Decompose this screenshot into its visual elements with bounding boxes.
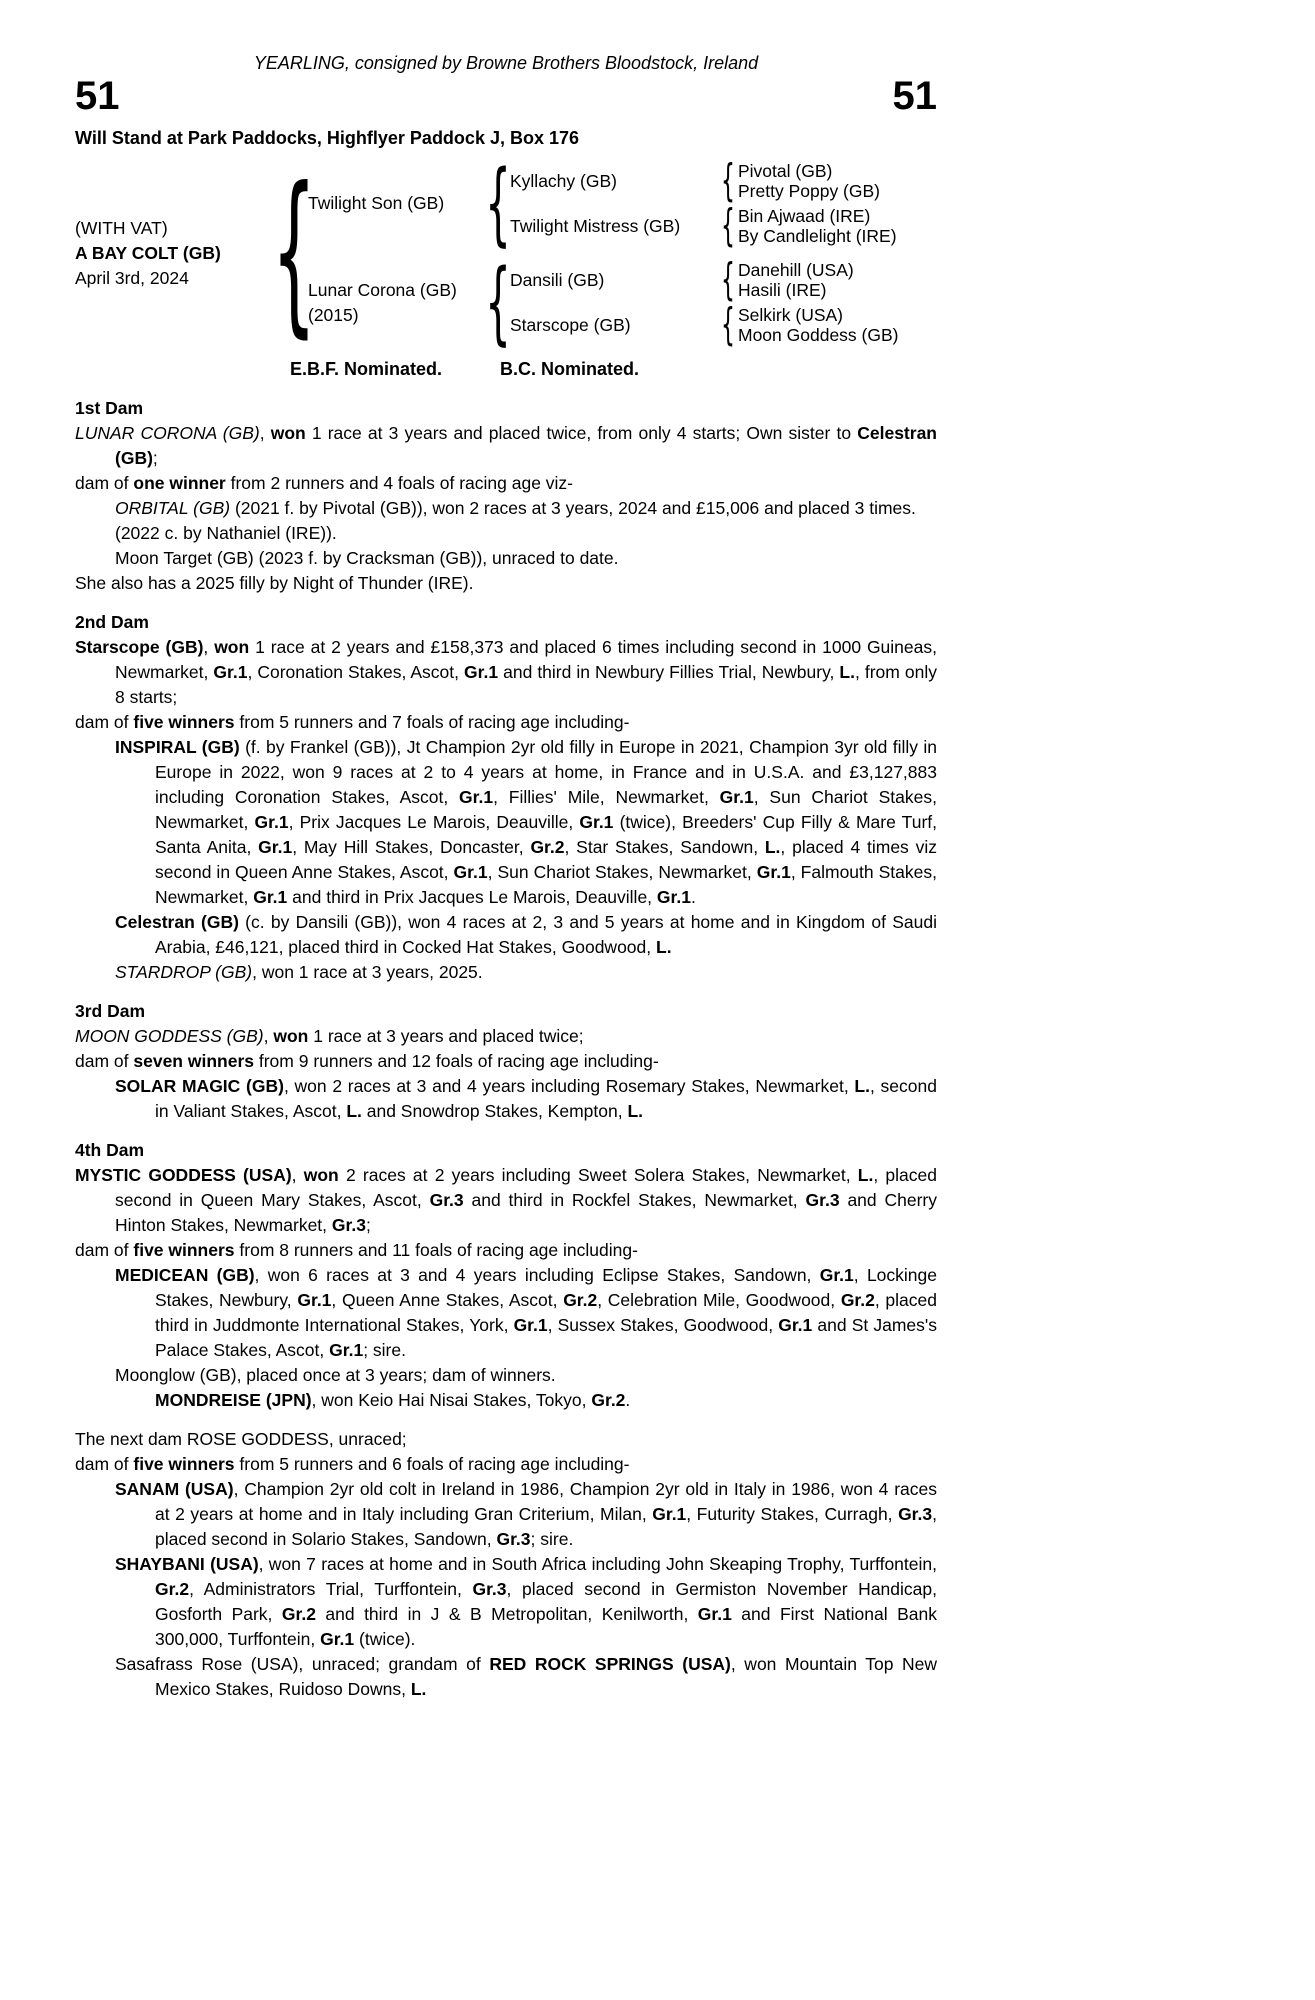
text-run: , (203, 637, 215, 657)
text-run: L. (346, 1101, 362, 1121)
vat-note: (WITH VAT) (75, 217, 168, 238)
pedigree-text-section (75, 396, 937, 596)
dam-ancestors-column (510, 254, 899, 351)
dam-dam-parents (738, 305, 898, 345)
text-run: L. (410, 1679, 427, 1699)
dam-sire-parents (738, 260, 854, 300)
text-run: dam of (75, 473, 134, 493)
brace-dam-dam-icon: { (721, 299, 735, 351)
body-paragraph (75, 710, 937, 735)
pedigree-table (75, 151, 937, 355)
dam-year: (2015) (308, 304, 359, 325)
stand-location-line: Will Stand at Park Paddocks, Highflyer Paddock J, Box 176 (75, 128, 579, 148)
text-run: L. (627, 1101, 644, 1121)
dam-block (308, 250, 899, 355)
text-run: Gr.1 (258, 837, 293, 857)
body-paragraph (75, 1049, 937, 1074)
text-run: from 2 runners and 4 foals of racing age viz- (225, 473, 574, 493)
text-run: , won 1 race at 3 years, 2025. (252, 962, 483, 982)
body-paragraph (115, 1363, 937, 1388)
sire-sire-block (510, 155, 897, 207)
text-run: , Queen Anne Stakes, Ascot, (331, 1290, 564, 1310)
sire-block (308, 151, 898, 256)
text-run: Gr.1 (652, 1504, 687, 1524)
text-run: Gr.2 (563, 1290, 598, 1310)
text-run: , placed second in Solario Stakes, Sandown, (155, 1504, 937, 1549)
text-run: and third in J & B Metropolitan, Kenilworth, (315, 1604, 698, 1624)
body-paragraph (115, 1652, 937, 1702)
sire-dam-block (510, 200, 897, 252)
dam-name-cell (308, 278, 486, 328)
brace-sire-sire-icon: { (721, 155, 735, 207)
text-run: L. (656, 937, 672, 957)
text-run: and Cherry Hinton Stakes, Newmarket, (115, 1190, 937, 1235)
text-run: won (273, 1026, 309, 1046)
text-run: five winners (133, 712, 235, 732)
text-run: Gr.1 (453, 862, 488, 882)
text-run: , won 7 races at home and in South Africa including John Skeaping Trophy, Turffontein, (258, 1554, 937, 1574)
text-run: Gr.1 (459, 787, 494, 807)
body-paragraph (75, 1163, 937, 1238)
body-paragraph (75, 1427, 937, 1452)
text-run: , Futurity Stakes, Curragh, (686, 1504, 899, 1524)
text-run: , (263, 1026, 274, 1046)
ebf-nomination: E.B.F. Nominated. (290, 359, 443, 379)
text-run: five winners (133, 1454, 235, 1474)
text-run: MYSTIC GODDESS (USA) (75, 1165, 292, 1185)
dam-heading: 4th Dam (75, 1140, 145, 1160)
text-run: , won Mountain Top New Mexico Stakes, Ruidoso Downs, (155, 1654, 937, 1699)
text-run: and third in Prix Jacques Le Marois, Deauville, (287, 887, 657, 907)
sire-ancestors-column (510, 155, 897, 252)
text-run: Celestran (GB) (115, 423, 937, 468)
text-run: Gr.1 (320, 1629, 355, 1649)
text-run: SOLAR MAGIC (GB) (115, 1076, 284, 1096)
text-run: , (259, 423, 271, 443)
sire-name: Twilight Son (GB) (308, 193, 445, 213)
text-run: seven winners (133, 1051, 254, 1071)
bc-nomination: B.C. Nominated. (500, 359, 640, 379)
text-run: MOON GODDESS (GB) (75, 1026, 264, 1046)
text-run: , Falmouth Stakes, Newmarket, (155, 862, 937, 907)
text-run: , from only 8 starts; (115, 662, 937, 707)
body-paragraph (155, 1388, 937, 1413)
dam-dam-sire-name: Selkirk (USA) (738, 305, 844, 325)
text-run: L. (854, 1076, 870, 1096)
body-paragraph (115, 1074, 937, 1124)
text-run: , Prix Jacques Le Marois, Deauville, (288, 812, 580, 832)
body-paragraph (115, 735, 937, 910)
body-paragraph (75, 1238, 937, 1263)
body-paragraph (115, 521, 937, 546)
text-run: 1 race at 3 years and placed twice; (308, 1026, 584, 1046)
sire-sire-parents (738, 161, 880, 201)
lot-number-row (75, 74, 937, 118)
text-run: Gr.1 (253, 887, 288, 907)
text-run: SANAM (USA) (115, 1479, 234, 1499)
text-run: and Snowdrop Stakes, Kempton, (361, 1101, 628, 1121)
text-run: Sasafrass Rose (USA), unraced; grandam of (115, 1654, 490, 1674)
text-run: MONDREISE (JPN) (155, 1390, 312, 1410)
text-run: , Sun Chariot Stakes, Newmarket, (487, 862, 757, 882)
text-run: STARDROP (GB) (115, 962, 253, 982)
consignor-line: YEARLING, consigned by Browne Brothers Bloodstock, Ireland (253, 53, 759, 73)
body-paragraph (115, 910, 937, 960)
text-run: She also has a 2025 filly by Night of Thunder (IRE). (75, 573, 474, 593)
text-run: Gr.2 (281, 1604, 316, 1624)
text-run: L. (764, 837, 781, 857)
text-run: (2021 f. by Pivotal (GB)), won 2 races at 3 years, 2024 and £15,006 and placed 3 times. (230, 498, 916, 518)
text-run: Gr.2 (591, 1390, 626, 1410)
text-run: Gr.1 (719, 787, 754, 807)
text-run: (c. by Dansili (GB)), won 4 races at 2, 3 and 5 years at home and in Kingdom of Saudi Arabia, £46,121, placed third in Cocked Hat Stakes, Goodwood, (155, 912, 937, 957)
text-run: INSPIRAL (GB) (115, 737, 240, 757)
text-run: Gr.1 (464, 662, 499, 682)
brace-dam-icon: { (485, 250, 511, 355)
text-run: , Star Stakes, Sandown, (564, 837, 765, 857)
text-run: , Champion 2yr old colt in Ireland in 1986, Champion 2yr old in Italy in 1986, won 4 races at 2 years at home and in Italy including Gran Criterium, Milan, (155, 1479, 937, 1524)
text-run: RED ROCK SPRINGS (USA) (489, 1654, 731, 1674)
page-content (75, 0, 937, 1702)
text-run: Gr.1 (756, 862, 791, 882)
pedigree-text-section (75, 1138, 937, 1413)
text-run: L. (839, 662, 855, 682)
text-run: Gr.1 (656, 887, 691, 907)
text-run: (f. by Frankel (GB)), Jt Champion 2yr old filly in Europe in 2021, Champion 3yr old filly in Europe in 2022, won 9 races at 2 to 4 years at home, in France and in U.S.A. and £3,127,883 including Coronation Stakes, Ascot, (155, 737, 937, 807)
text-run: Gr.3 (805, 1190, 840, 1210)
colt-name: A BAY COLT (GB) (75, 242, 221, 263)
text-run: Starscope (GB) (75, 637, 204, 657)
body-paragraph (115, 960, 937, 985)
catalogue-body (75, 396, 937, 1702)
text-run: Gr.2 (155, 1579, 190, 1599)
text-run: LUNAR CORONA (GB) (75, 423, 260, 443)
text-run: ; sire. (530, 1529, 574, 1549)
text-run: (twice). (354, 1629, 416, 1649)
text-run: Gr.1 (513, 1315, 548, 1335)
body-paragraph (115, 496, 937, 521)
body-paragraph (75, 571, 937, 596)
text-run: , May Hill Stakes, Doncaster, (292, 837, 531, 857)
text-run: (twice), Breeders' Cup Filly & Mare Turf, Santa Anita, (155, 812, 937, 857)
text-run: Gr.1 (697, 1604, 732, 1624)
body-paragraph (75, 1024, 937, 1049)
text-run: Gr.1 (778, 1315, 813, 1335)
dam-heading: 2nd Dam (75, 612, 149, 632)
text-run: The next dam ROSE GODDESS, unraced; (75, 1429, 407, 1449)
text-run: Gr.1 (213, 662, 248, 682)
text-run: won (214, 637, 250, 657)
text-run: , placed third in Juddmonte International Stakes, York, (155, 1290, 937, 1335)
lot-number-left: 51 (75, 74, 120, 118)
text-run: Gr.2 (840, 1290, 875, 1310)
text-run: Gr.3 (429, 1190, 464, 1210)
brace-sire-dam-icon: { (721, 200, 735, 252)
text-run: won (303, 1165, 339, 1185)
dam-sire-sire-name: Danehill (USA) (738, 260, 854, 280)
dam-dam-name: Starscope (GB) (510, 314, 631, 335)
text-run: , won 6 races at 3 and 4 years including Eclipse Stakes, Sandown, (254, 1265, 820, 1285)
text-run: and third in Rockfel Stakes, Newmarket, (463, 1190, 806, 1210)
body-paragraph (115, 1477, 937, 1552)
text-run: , won Keio Hai Nisai Stakes, Tokyo, (311, 1390, 592, 1410)
text-run: and third in Newbury Fillies Trial, Newbury, (498, 662, 840, 682)
text-run: and St James's Palace Stakes, Ascot, (155, 1315, 937, 1360)
text-run: . (690, 887, 696, 907)
text-run: , placed 4 times viz second in Queen Anne Stakes, Ascot, (155, 837, 937, 882)
text-run: , second in Valiant Stakes, Ascot, (155, 1076, 937, 1121)
text-run: MEDICEAN (GB) (115, 1265, 255, 1285)
body-paragraph (75, 1452, 937, 1477)
text-run: Gr.3 (472, 1579, 507, 1599)
text-run: Gr.1 (579, 812, 614, 832)
text-run: Gr.1 (329, 1340, 364, 1360)
text-run: five winners (133, 1240, 235, 1260)
sire-dam-sire-name: Bin Ajwaad (IRE) (738, 206, 871, 226)
text-run: dam of (75, 1454, 134, 1474)
text-run: Gr.3 (496, 1529, 531, 1549)
text-run: , Coronation Stakes, Ascot, (247, 662, 465, 682)
sire-sire-name: Kyllachy (GB) (510, 170, 617, 191)
text-run: won (270, 423, 306, 443)
body-paragraph (75, 421, 937, 471)
dam-sire-name: Dansili (GB) (510, 269, 605, 290)
text-run: from 9 runners and 12 foals of racing age including- (254, 1051, 659, 1071)
dam-dam-block (510, 299, 899, 351)
colt-info (75, 216, 280, 291)
generation-2-column (308, 151, 899, 355)
text-run: , Sun Chariot Stakes, Newmarket, (155, 787, 937, 832)
pedigree-text-section (75, 610, 937, 985)
text-run: Gr.3 (898, 1504, 933, 1524)
brace-gen1-icon: { (271, 151, 317, 355)
text-run: Moon Target (GB) (2023 f. by Cracksman (GB)), unraced to date. (115, 548, 619, 568)
text-run: Gr.2 (530, 837, 565, 857)
dam-sire-block (510, 254, 898, 306)
text-run: ; (365, 1215, 371, 1235)
text-run: dam of (75, 712, 134, 732)
text-run: from 5 runners and 7 foals of racing age including- (234, 712, 630, 732)
dam-heading: 1st Dam (75, 398, 144, 418)
text-run: one winner (133, 473, 226, 493)
dam-name: Lunar Corona (GB) (308, 279, 457, 300)
text-run: , Sussex Stakes, Goodwood, (547, 1315, 779, 1335)
sire-dam-name: Twilight Mistress (GB) (510, 215, 681, 236)
brace-dam-sire-icon: { (721, 254, 735, 306)
text-run: ; (152, 448, 158, 468)
text-run: Celestran (GB) (115, 912, 239, 932)
text-run: (2022 c. by Nathaniel (IRE)). (115, 523, 337, 543)
lot-number-right: 51 (892, 74, 937, 118)
body-paragraph (115, 1263, 937, 1363)
text-run: , placed second in Queen Mary Stakes, Ascot, (115, 1165, 937, 1210)
text-run: , Administrators Trial, Turffontein, (189, 1579, 473, 1599)
body-paragraph (75, 471, 937, 496)
pedigree-text-section (75, 999, 937, 1124)
text-run: and First National Bank 300,000, Turffontein, (155, 1604, 937, 1649)
text-run: , Fillies' Mile, Newmarket, (493, 787, 720, 807)
body-paragraph (115, 546, 937, 571)
text-run: dam of (75, 1240, 134, 1260)
text-run: 1 race at 2 years and £158,373 and placed 6 times including second in 1000 Guineas, Newmarket, (115, 637, 937, 682)
dam-sire-dam-name: Hasili (IRE) (738, 280, 827, 300)
brace-sire-icon: { (485, 151, 511, 256)
pedigree-text-section (75, 1427, 937, 1702)
colt-foaling-date: April 3rd, 2024 (75, 267, 189, 288)
text-run: from 8 runners and 11 foals of racing age including- (234, 1240, 638, 1260)
text-run: dam of (75, 1051, 134, 1071)
text-run: L. (857, 1165, 874, 1185)
text-run: . (625, 1390, 631, 1410)
body-paragraph (115, 1552, 937, 1652)
dam-heading: 3rd Dam (75, 1001, 146, 1021)
text-run: ; sire. (363, 1340, 406, 1360)
nominations-row (75, 357, 937, 382)
text-run: Gr.1 (819, 1265, 854, 1285)
text-run: Gr.3 (331, 1215, 366, 1235)
text-run: Gr.1 (297, 1290, 332, 1310)
text-run: 1 race at 3 years and placed twice, from only 4 starts; Own sister to (305, 423, 858, 443)
text-run: , placed second in Germiston November Handicap, Gosforth Park, (155, 1579, 937, 1624)
text-run: , Celebration Mile, Goodwood, (597, 1290, 841, 1310)
sire-dam-parents (738, 206, 897, 246)
body-paragraph (75, 635, 937, 710)
text-run: from 5 runners and 6 foals of racing age including- (234, 1454, 630, 1474)
text-run: Moonglow (GB), placed once at 3 years; dam of winners. (115, 1365, 556, 1385)
dam-dam-dam-name: Moon Goddess (GB) (738, 325, 899, 345)
sire-sire-dam-name: Pretty Poppy (GB) (738, 181, 880, 201)
text-run: , won 2 races at 3 and 4 years including Rosemary Stakes, Newmarket, (283, 1076, 855, 1096)
text-run: Gr.1 (254, 812, 289, 832)
text-run: SHAYBANI (USA) (115, 1554, 259, 1574)
sire-dam-dam-name: By Candlelight (IRE) (738, 226, 897, 246)
text-run: ORBITAL (GB) (115, 498, 231, 518)
text-run: , Lockinge Stakes, Newbury, (155, 1265, 937, 1310)
text-run: 2 races at 2 years including Sweet Solera Stakes, Newmarket, (338, 1165, 858, 1185)
sire-sire-sire-name: Pivotal (GB) (738, 161, 833, 181)
text-run: , (291, 1165, 304, 1185)
